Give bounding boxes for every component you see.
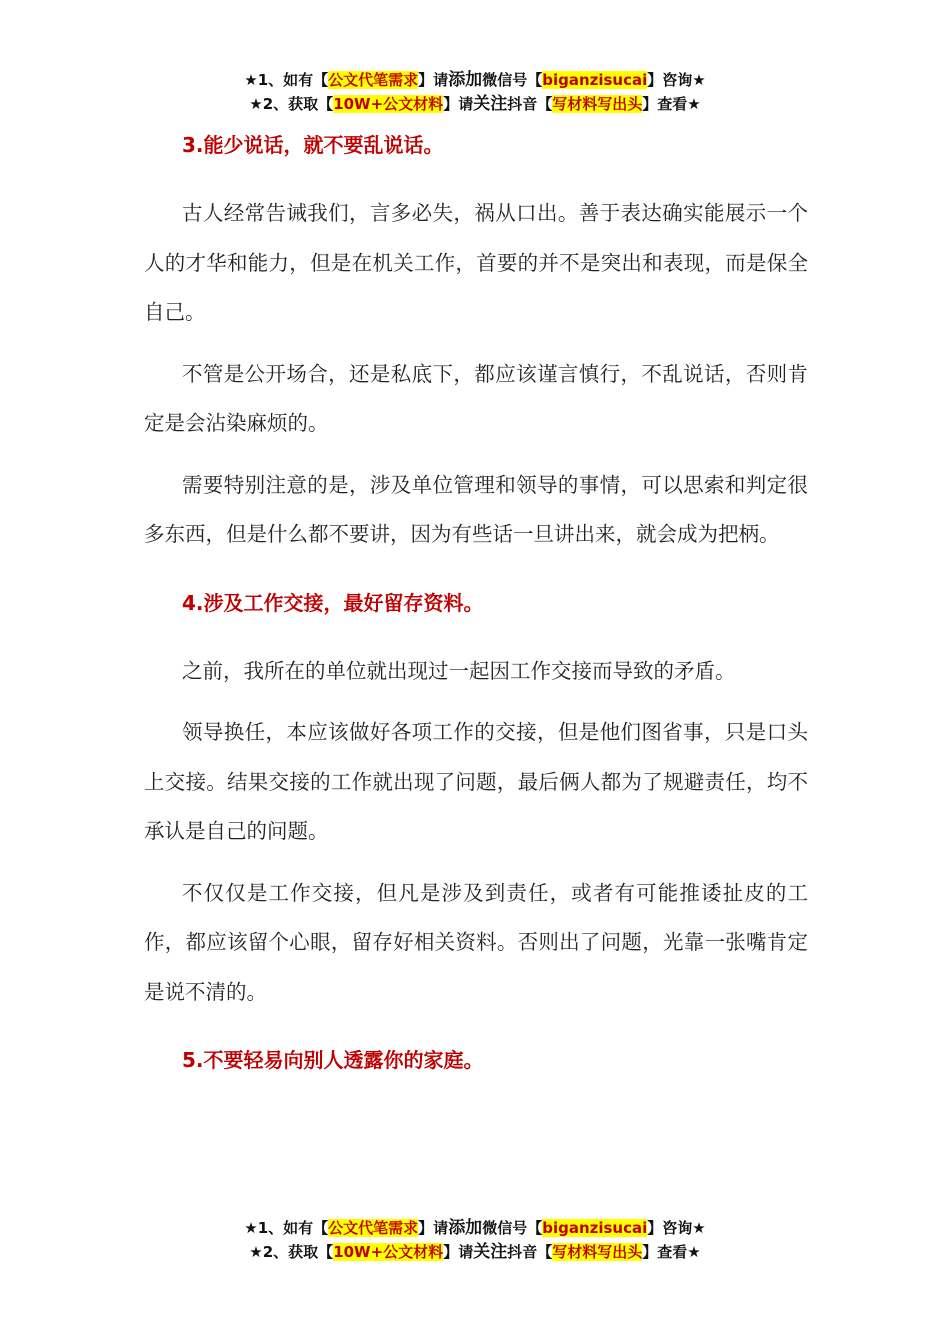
document-body [144,128,808,1104]
banner-text: 】请 [418,71,449,89]
banner-text: 】查看★ [642,1243,701,1261]
highlight-materials: 10W+公文材料 [333,1243,444,1261]
banner-line-2 [0,1240,950,1264]
highlight-wechat-id: biganzisucai [542,1219,648,1237]
banner-emphasis: 添加 [448,1218,483,1238]
highlight-service: 公文代笔需求 [328,1219,419,1237]
banner-text: ★2、获取【 [249,1243,334,1261]
banner-text: 微信号【 [482,71,543,89]
banner-text: 】咨询★ [647,1219,706,1237]
paragraph: 不仅仅是工作交接，但凡是涉及到责任，或者有可能推诿扯皮的工作，都应该留个心眼，留存好相关资料。否则出了问题，光靠一张嘴肯定是说不清的。 [144,880,808,1004]
highlight-materials: 10W+公文材料 [333,95,444,113]
banner-text: 】查看★ [642,95,701,113]
banner-emphasis: 添加 [448,70,483,90]
paragraph: 古人经常告诫我们，言多必失，祸从口出。善于表达确实能展示一个人的才华和能力，但是在机关工作，首要的并不是突出和表现，而是保全自己。 [144,201,808,324]
highlight-douyin-account: 写材料写出头 [552,1243,643,1261]
section-heading: 3.能少说话，就不要乱说话。 [182,133,444,157]
footer-banner [0,1216,950,1264]
banner-line-2 [0,92,950,116]
banner-text: 】请 [443,1243,474,1261]
paragraph: 之前，我所在的单位就出现过一起因工作交接而导致的矛盾。 [182,658,736,683]
banner-line-1 [0,1216,950,1240]
highlight-wechat-id: biganzisucai [542,71,648,89]
section-heading: 5.不要轻易向别人透露你的家庭。 [182,1048,484,1072]
banner-text: 】请 [443,95,474,113]
banner-text: 抖音【 [507,95,553,113]
banner-emphasis: 关注 [473,94,508,114]
banner-text: ★1、如有【 [244,1219,329,1237]
banner-text: ★1、如有【 [244,71,329,89]
highlight-service: 公文代笔需求 [328,71,419,89]
banner-text: 】请 [418,1219,449,1237]
highlight-douyin-account: 写材料写出头 [552,95,643,113]
section-heading: 4.涉及工作交接，最好留存资料。 [182,590,484,615]
paragraph: 需要特别注意的是，涉及单位管理和领导的事情，可以思索和判定很多东西，但是什么都不要讲，因为有些话一旦讲出来，就会成为把柄。 [144,472,808,546]
paragraph: 领导换任，本应该做好各项工作的交接，但是他们图省事，只是口头上交接。结果交接的工作就出现了问题，最后俩人都为了规避责任，均不承认是自己的问题。 [144,720,808,843]
banner-text: ★2、获取【 [249,95,334,113]
banner-line-1 [0,68,950,92]
banner-text: 微信号【 [482,1219,543,1237]
banner-text: 抖音【 [507,1243,553,1261]
banner-emphasis: 关注 [473,1242,508,1262]
header-banner [0,68,950,116]
banner-text: 】咨询★ [647,71,706,89]
paragraph: 不管是公开场合，还是私底下，都应该谨言慎行，不乱说话，否则肯定是会沾染麻烦的。 [144,361,808,435]
